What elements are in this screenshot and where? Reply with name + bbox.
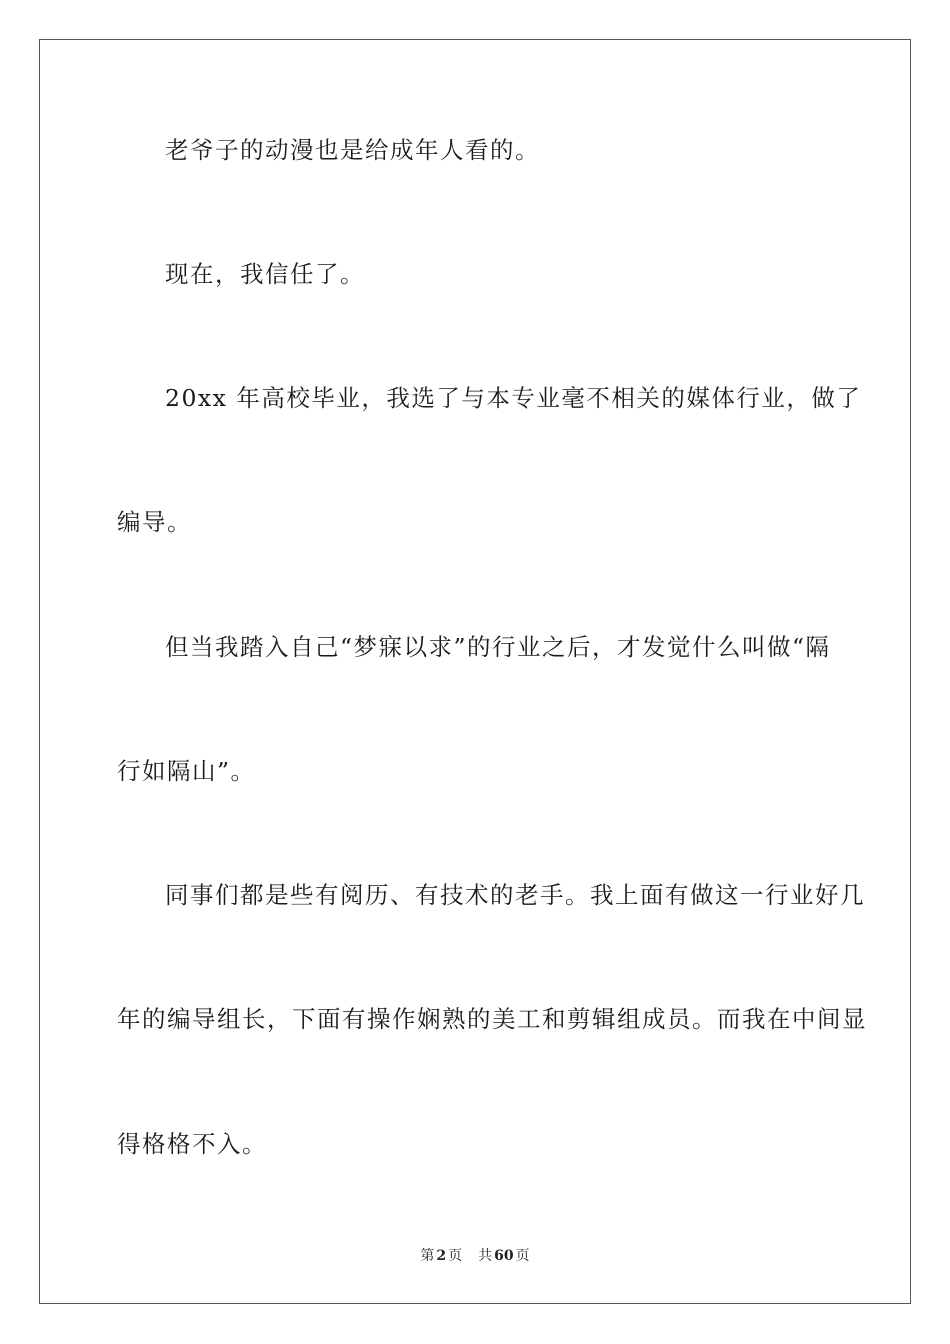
paragraph-line: 20xx 年高校毕业，我选了与本专业毫不相关的媒体行业，做了 <box>165 384 862 412</box>
paragraph-line: 现在，我信任了。 <box>165 260 365 288</box>
footer-page-number: 2 <box>436 1248 447 1264</box>
paragraph-line: 但当我踏入自己“梦寐以求”的行业之后，才发觉什么叫做“隔 <box>165 633 831 661</box>
paragraph-line: 编导。 <box>117 508 192 536</box>
footer-page-prefix: 第 <box>420 1248 435 1264</box>
paragraph-line: 老爷子的动漫也是给成年人看的。 <box>165 136 540 164</box>
paragraph-line: 得格格不入。 <box>117 1130 267 1158</box>
footer-total-pages: 60 <box>494 1248 514 1264</box>
paragraph-line: 同事们都是些有阅历、有技术的老手。我上面有做这一行业好几 <box>165 881 865 909</box>
footer-total-suffix: 页 <box>515 1248 530 1264</box>
paragraph-line: 行如隔山”。 <box>117 757 256 785</box>
page-footer <box>0 1249 950 1263</box>
footer-page-suffix: 页 <box>448 1248 463 1264</box>
paragraph-line: 年的编导组长，下面有操作娴熟的美工和剪辑组成员。而我在中间显 <box>117 1005 867 1033</box>
footer-total-prefix: 共 <box>478 1248 493 1264</box>
page-border <box>39 39 911 1304</box>
